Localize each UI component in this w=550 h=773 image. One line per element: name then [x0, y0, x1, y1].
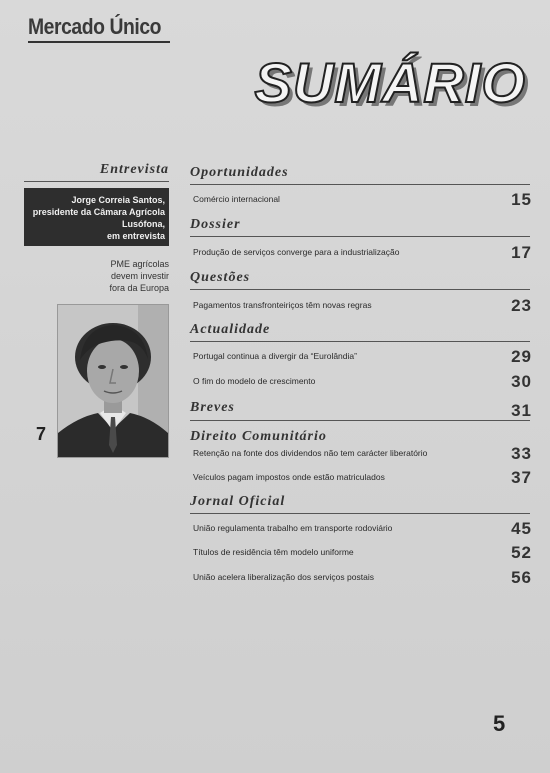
- toc-item-title: Veículos pagam impostos onde estão matriculados: [193, 472, 385, 482]
- toc-page-number: 56: [511, 568, 532, 587]
- toc-item[interactable]: [193, 300, 533, 310]
- left-section-heading: Entrevista: [99, 162, 169, 177]
- section-heading-questoes: Questões: [190, 270, 251, 285]
- toc-item-title: O fim do modelo de crescimento: [193, 376, 316, 386]
- toc-page-number: 17: [511, 243, 532, 262]
- interview-page-number: 7: [36, 424, 47, 444]
- portrait-illustration: [58, 305, 168, 457]
- toc-item[interactable]: [193, 448, 533, 458]
- toc-item-title: União acelera liberalização dos serviços postais: [193, 572, 374, 582]
- teaser-line: devem investir: [110, 271, 169, 281]
- toc-page-number: 37: [511, 468, 532, 487]
- toc-item-title: Produção de serviços converge para a industrialização: [193, 247, 400, 257]
- publication-name: Mercado Único: [28, 14, 162, 39]
- toc-item[interactable]: [193, 376, 533, 386]
- toc-page-number: 30: [511, 372, 532, 391]
- section-rule: [190, 513, 530, 514]
- page-title: SUMÁRIO: [254, 51, 526, 114]
- teaser-line: PME agrícolas: [110, 259, 169, 269]
- toc-page-number: 15: [511, 190, 532, 209]
- feature-line: Lusófona,: [122, 219, 165, 229]
- feature-line: em entrevista: [106, 231, 165, 241]
- section-rule: [190, 184, 530, 185]
- toc-page-number: 31: [511, 401, 532, 420]
- toc-item[interactable]: [193, 472, 533, 482]
- toc-item[interactable]: [193, 247, 533, 257]
- toc-item-title: Portugal continua a divergir da “Eurolândia”: [193, 351, 357, 361]
- feature-line: Jorge Correia Santos,: [71, 195, 165, 205]
- section-rule: [190, 289, 530, 290]
- toc-item-title: Pagamentos transfronteiriços têm novas regras: [193, 300, 372, 310]
- section-heading-oportunidades: Oportunidades: [190, 165, 289, 180]
- interview-feature-box[interactable]: [24, 188, 169, 246]
- toc-item[interactable]: [193, 194, 533, 204]
- section-heading-actualidade: Actualidade: [190, 322, 271, 337]
- feature-line: presidente da Câmara Agrícola: [32, 207, 165, 217]
- toc-item-title: Títulos de residência têm modelo uniforme: [193, 547, 354, 557]
- page-number: 5: [493, 711, 506, 736]
- interview-teaser: [24, 258, 169, 294]
- section-rule: [190, 236, 530, 237]
- section-heading-dossier: Dossier: [190, 217, 241, 232]
- section-rule: [190, 341, 530, 342]
- toc-item[interactable]: [193, 523, 533, 533]
- section-rule: [190, 420, 530, 421]
- toc-page-number: 29: [511, 347, 532, 366]
- toc-item[interactable]: [193, 351, 533, 361]
- teaser-line: fora da Europa: [109, 283, 169, 293]
- toc-item[interactable]: [193, 572, 533, 582]
- toc-page-number: 33: [511, 444, 532, 463]
- toc-item-title: Retenção na fonte dos dividendos não tem carácter liberatório: [193, 448, 428, 458]
- toc-item-title: União regulamenta trabalho em transporte rodoviário: [193, 523, 393, 533]
- toc-page-number: 23: [511, 296, 532, 315]
- toc-item-title: Comércio internacional: [193, 194, 280, 204]
- toc-item[interactable]: [193, 547, 533, 557]
- portrait-photo-icon: [57, 304, 169, 458]
- left-section-rule: [24, 181, 169, 182]
- section-heading-jornal-oficial: Jornal Oficial: [190, 494, 286, 509]
- publication-underline: [28, 41, 170, 43]
- section-heading-breves[interactable]: Breves: [190, 400, 235, 415]
- toc-page-number: 52: [511, 543, 532, 562]
- toc-page-number: 45: [511, 519, 532, 538]
- section-heading-direito-comunitario: Direito Comunitário: [190, 429, 327, 444]
